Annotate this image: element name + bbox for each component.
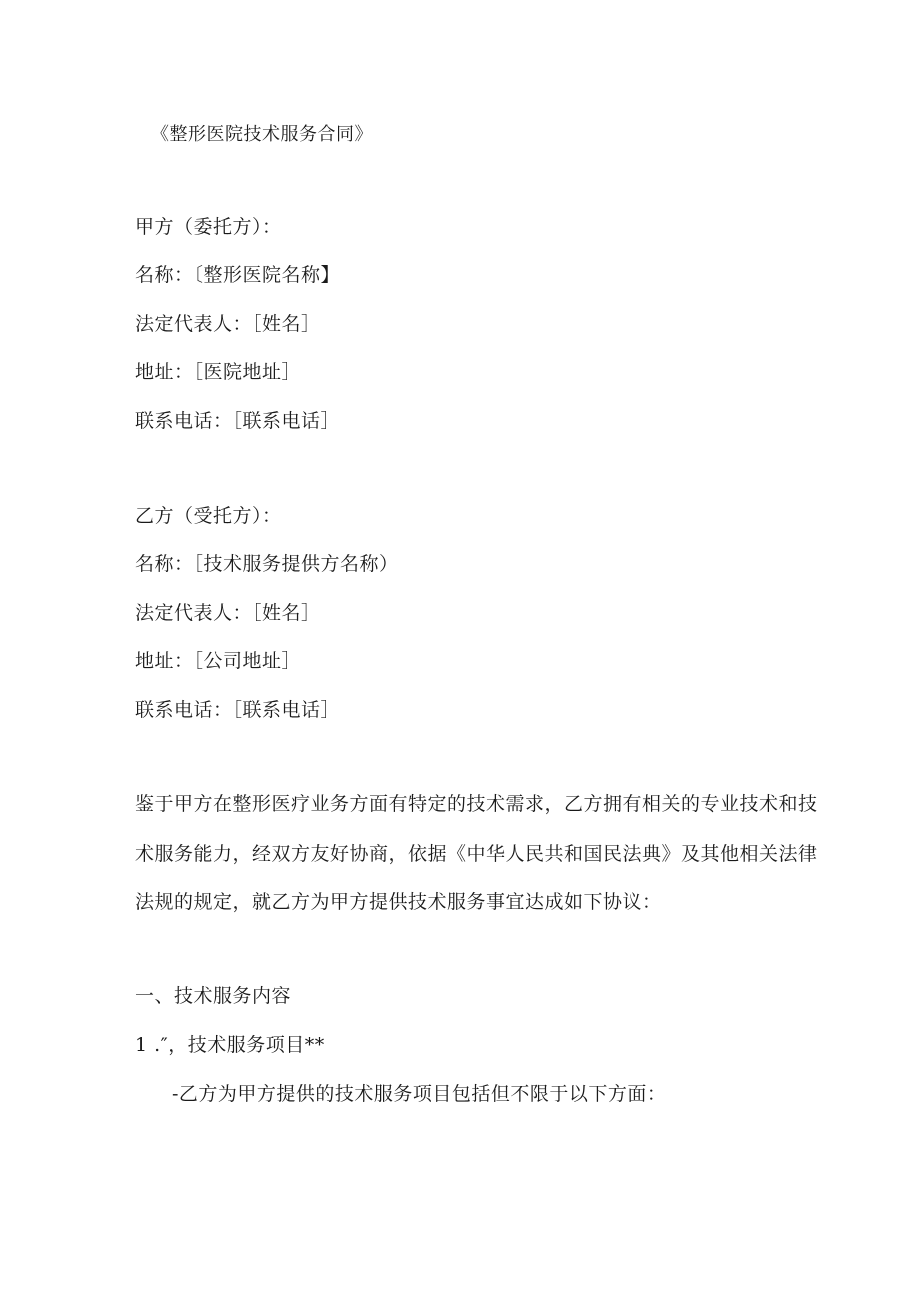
party-a-representative: 法定代表人：［姓名］ <box>135 313 321 335</box>
party-a-heading: 甲方（委托方）： <box>135 216 282 238</box>
preamble-line-1: 鉴于甲方在整形医疗业务方面有特定的技术需求，乙方拥有相关的专业技术和技 <box>135 793 818 815</box>
party-a-name: 名称：〔整形医院名称】 <box>135 264 341 286</box>
section-1-item-1: 1 .″，技术服务项目** <box>135 1034 325 1056</box>
section-1-item-1-detail: -乙方为甲方提供的技术服务项目包括但不限于以下方面： <box>172 1083 667 1105</box>
party-b-name: 名称：［技术服务提供方名称） <box>135 553 399 575</box>
section-1-heading: 一、技术服务内容 <box>135 985 292 1007</box>
preamble-line-3: 法规的规定，就乙方为甲方提供技术服务事宜达成如下协议： <box>135 891 662 913</box>
party-a-phone: 联系电话：［联系电话］ <box>135 410 341 432</box>
party-b-address: 地址：［公司地址］ <box>135 650 302 672</box>
party-b-representative: 法定代表人：［姓名］ <box>135 602 321 624</box>
party-b-heading: 乙方（受托方）： <box>135 505 282 527</box>
party-b-phone: 联系电话：［联系电话］ <box>135 699 341 721</box>
preamble-line-2: 术服务能力，经双方友好协商，依据《中华人民共和国民法典》及其他相关法律 <box>135 843 818 865</box>
document-title: 《整形医院技术服务合同》 <box>151 124 373 145</box>
party-a-address: 地址：［医院地址］ <box>135 361 302 383</box>
